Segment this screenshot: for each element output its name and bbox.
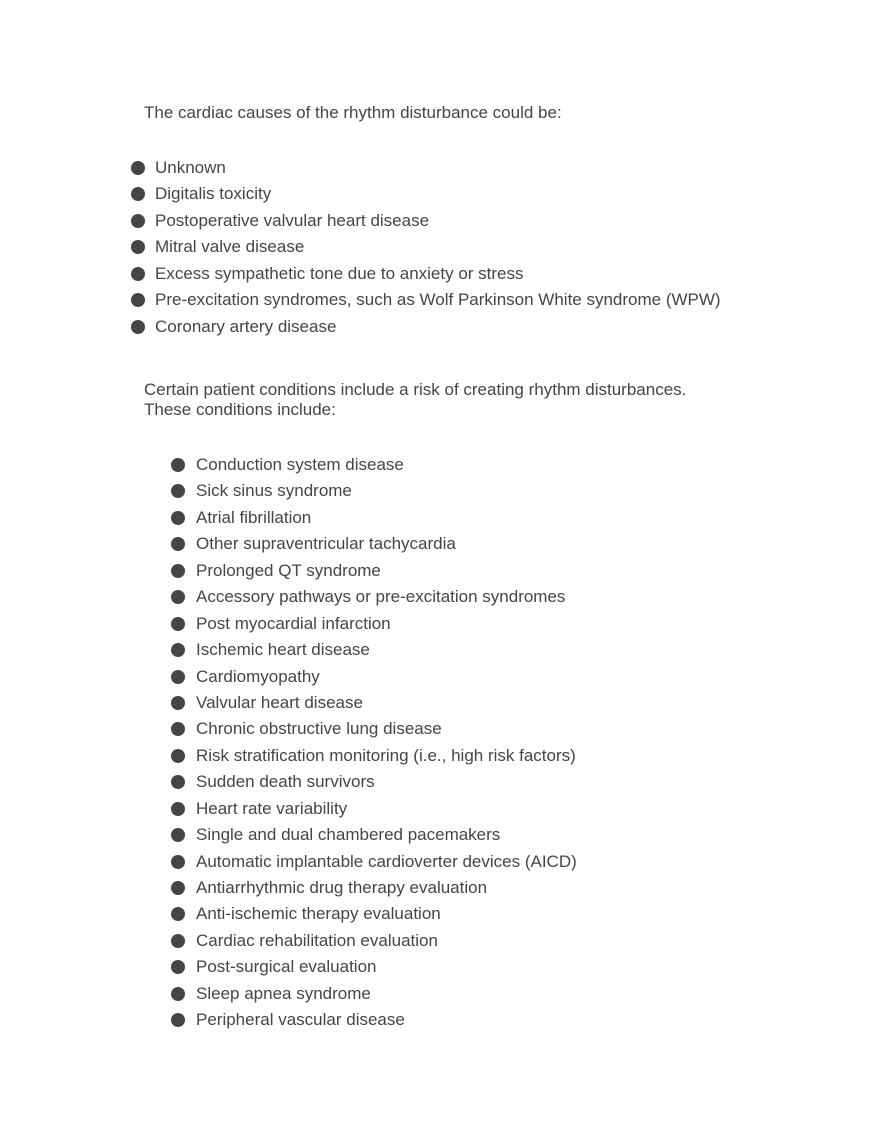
list-item (171, 584, 577, 610)
list-item-text: Sick sinus syndrome (196, 481, 352, 501)
bullet-icon (171, 749, 185, 763)
bullet-icon (171, 564, 185, 578)
bullet-icon (171, 722, 185, 736)
list-item (171, 875, 577, 901)
bullet-icon (131, 320, 145, 334)
bullet-icon (131, 267, 145, 281)
list-item (131, 181, 721, 207)
list-item (171, 664, 577, 690)
list-item-text: Unknown (155, 158, 226, 177)
list-item-text: Chronic obstructive lung disease (196, 719, 442, 739)
bullet-icon (171, 590, 185, 604)
conditions-intro-line2: These conditions include: (144, 400, 336, 419)
list-item (171, 478, 577, 504)
list-item (171, 505, 577, 531)
list-item (131, 155, 721, 181)
list-item (171, 690, 577, 716)
conditions-list (171, 452, 577, 1034)
list-item (171, 796, 577, 822)
bullet-icon (171, 511, 185, 525)
bullet-icon (131, 214, 145, 228)
conditions-intro-line1: Certain patient conditions include a risk of creating rhythm disturbances. (144, 380, 687, 399)
list-item-text: Pre-excitation syndromes, such as Wolf Parkinson White syndrome (WPW) (155, 290, 721, 310)
list-item (171, 981, 577, 1007)
intro-paragraph: The cardiac causes of the rhythm disturbance could be: (144, 103, 562, 122)
bullet-icon (171, 458, 185, 472)
bullet-icon (171, 484, 185, 498)
list-item-text: Mitral valve disease (155, 237, 305, 257)
list-item (171, 558, 577, 584)
bullet-icon (171, 828, 185, 842)
bullet-icon (171, 670, 185, 684)
cardiac-causes-list (131, 155, 721, 340)
list-item-text: Ischemic heart disease (196, 640, 370, 660)
list-item-text: Digitalis toxicity (155, 184, 272, 204)
list-item (171, 954, 577, 980)
list-item (131, 314, 721, 340)
bullet-icon (171, 907, 185, 921)
list-item-text: Excess sympathetic tone due to anxiety or stress (155, 263, 524, 283)
list-item-text: Antiarrhythmic drug therapy evaluation (196, 878, 488, 897)
list-item-text: Single and dual chambered pacemakers (196, 825, 501, 845)
list-item-text: Sudden death survivors (196, 772, 375, 792)
list-item (171, 716, 577, 742)
list-item (171, 452, 577, 478)
bullet-icon (171, 802, 185, 816)
list-item (131, 208, 721, 234)
list-item-text: Cardiac rehabilitation evaluation (196, 930, 438, 950)
list-item (171, 769, 577, 795)
list-item (171, 822, 577, 848)
list-item-text: Accessory pathways or pre-excitation syndromes (196, 587, 566, 607)
list-item (171, 611, 577, 637)
list-item (171, 743, 577, 769)
bullet-icon (171, 1013, 185, 1027)
list-item-text: Cardiomyopathy (196, 666, 320, 686)
list-item-text: Valvular heart disease (196, 692, 363, 712)
bullet-icon (171, 696, 185, 710)
bullet-icon (131, 293, 145, 307)
list-item (131, 234, 721, 260)
list-item-text: Heart rate variability (196, 798, 348, 818)
bullet-icon (171, 855, 185, 869)
bullet-icon (131, 187, 145, 201)
list-item (171, 531, 577, 557)
bullet-icon (171, 643, 185, 657)
list-item-text: Post-surgical evaluation (196, 957, 377, 977)
bullet-icon (171, 537, 185, 551)
list-item-text: Other supraventricular tachycardia (196, 534, 456, 554)
list-item-text: Postoperative valvular heart disease (155, 210, 430, 230)
bullet-icon (171, 934, 185, 948)
list-item (171, 637, 577, 663)
bullet-icon (171, 881, 185, 895)
conditions-intro-paragraph (144, 380, 744, 420)
list-item-text: Risk stratification monitoring (i.e., high risk factors) (196, 745, 576, 765)
list-item-text: Post myocardial infarction (196, 613, 391, 633)
list-item-text: Conduction system disease (196, 455, 404, 474)
bullet-icon (171, 617, 185, 631)
bullet-icon (171, 775, 185, 789)
bullet-icon (171, 960, 185, 974)
list-item (171, 928, 577, 954)
bullet-icon (131, 161, 145, 175)
list-item-text: Prolonged QT syndrome (196, 560, 381, 580)
list-item (171, 1007, 577, 1033)
list-item-text: Coronary artery disease (155, 316, 337, 336)
bullet-icon (131, 240, 145, 254)
list-item-text: Peripheral vascular disease (196, 1010, 405, 1030)
list-item-text: Sleep apnea syndrome (196, 983, 371, 1003)
list-item-text: Automatic implantable cardioverter devices (AICD) (196, 851, 577, 871)
list-item-text: Atrial fibrillation (196, 507, 312, 527)
list-item-text: Anti-ischemic therapy evaluation (196, 904, 441, 924)
bullet-icon (171, 987, 185, 1001)
list-item (131, 287, 721, 313)
list-item (131, 261, 721, 287)
list-item (171, 849, 577, 875)
list-item (171, 901, 577, 927)
